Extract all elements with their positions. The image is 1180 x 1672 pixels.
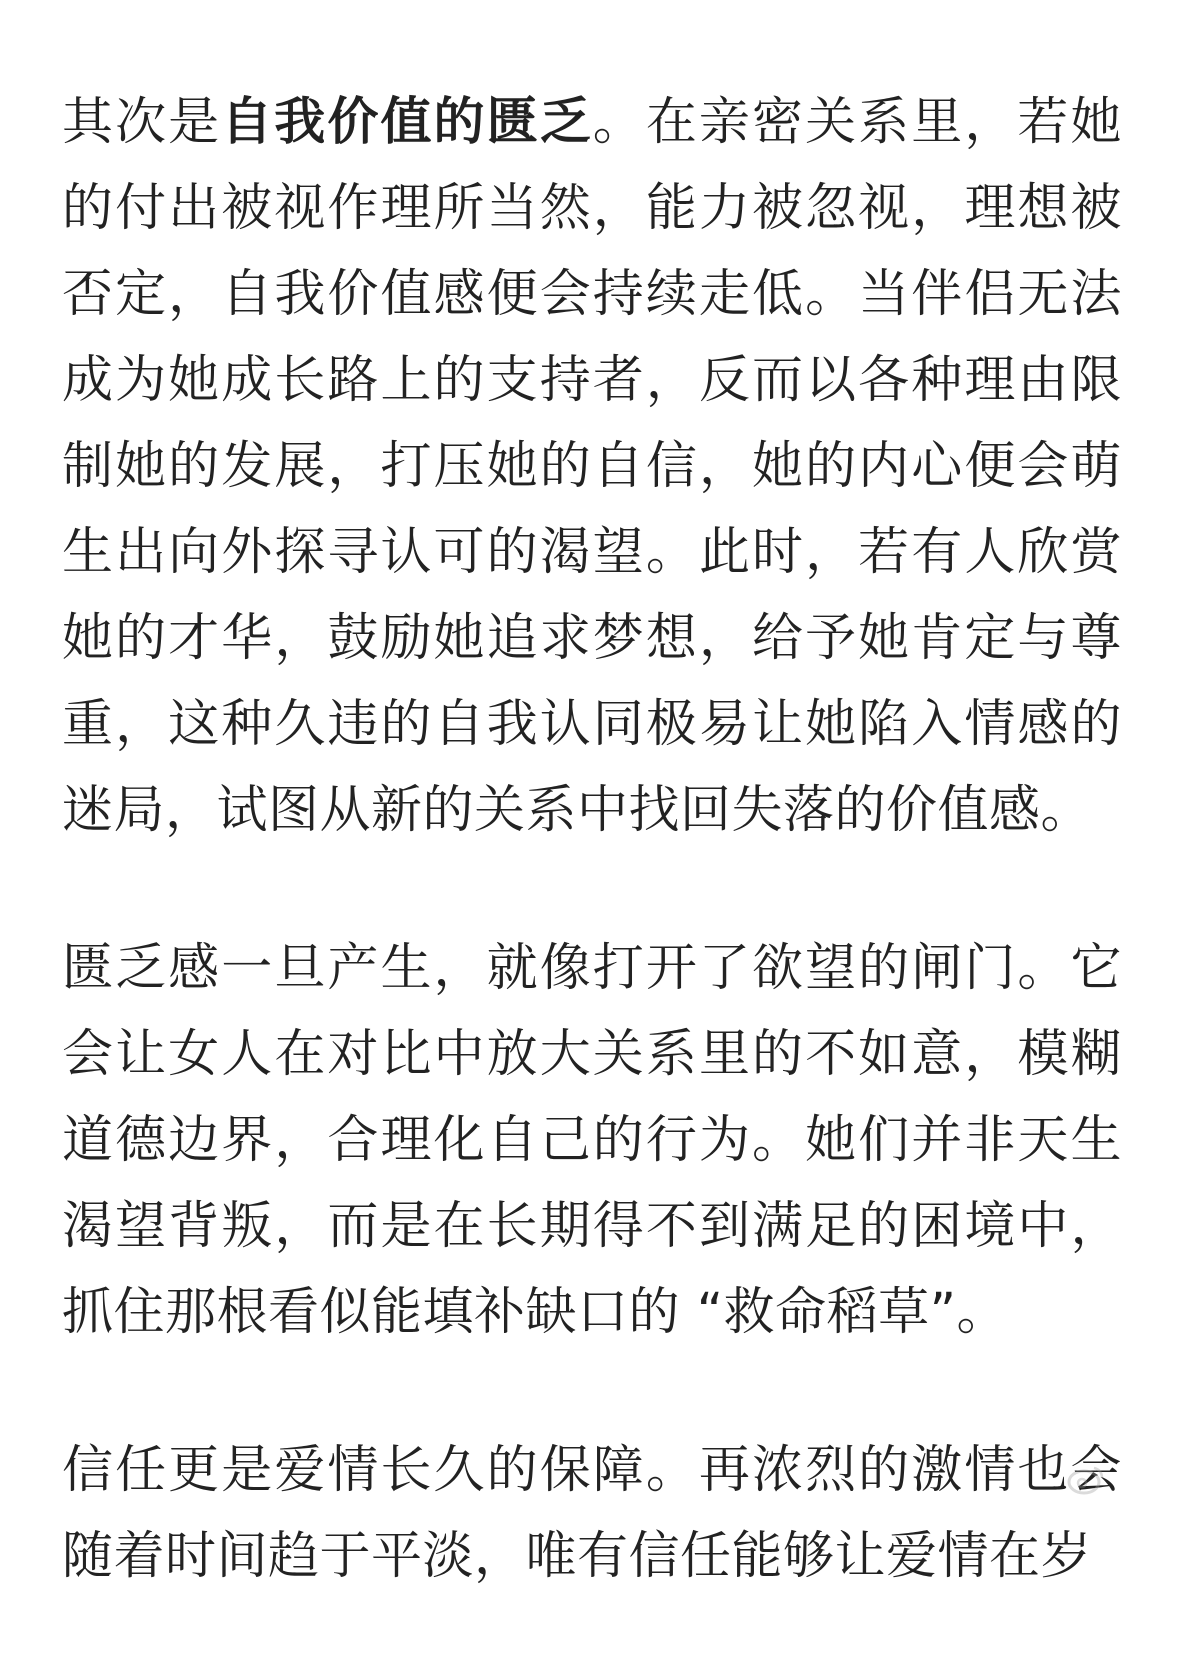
paragraph-1-bold-phrase: 自我价值的匮乏 — [221, 93, 593, 152]
watermark-icon — [1066, 1462, 1106, 1498]
paragraph-1-rest: 。在亲密关系里，若她的付出被视作理所当然，能力被忽视，理想被否定，自我价值感便会持续走低。当伴侣无法成为她成长路上的支持者，反而以各种理由限制她的发展，打压她的自信，她的内心便会萌生出向外探寻认可的渴望。此时，若有人欣赏她的才华，鼓励她追求梦想，给予她肯定与尊重，这种久违的自我认同极易让她陷入情感的迷局，试图从新的关系中找回失落的价值感。 — [62, 93, 1122, 840]
article-body — [62, 80, 1122, 1672]
paragraph-1-lead: 其次是 — [62, 93, 222, 152]
paragraph-3: 信任更是爱情长久的保障。再浓烈的激情也会随着时间趋于平淡，唯有信任能够让爱情在岁 — [62, 1441, 1122, 1586]
paragraph-2: 匮乏感一旦产生，就像打开了欲望的闸门。它会让女人在对比中放大关系里的不如意，模糊道德边界，合理化自己的行为。她们并非天生渴望背叛，而是在长期得不到满足的困境中，抓住那根看似能填补缺口的 “救命稻草”。 — [62, 939, 1122, 1342]
paragraph-1 — [62, 80, 1122, 854]
